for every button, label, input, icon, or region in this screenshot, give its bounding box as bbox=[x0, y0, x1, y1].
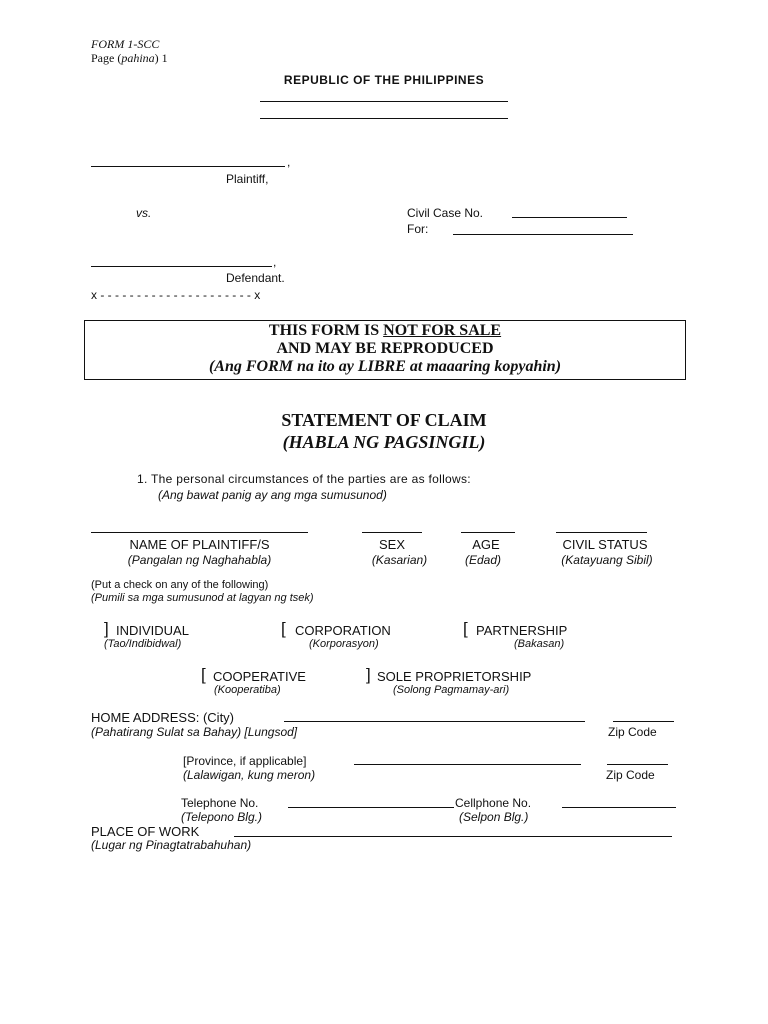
place-of-work-label: PLACE OF WORK bbox=[91, 824, 200, 839]
not-for-sale-notice bbox=[84, 320, 686, 380]
plaintiff-name-field[interactable] bbox=[91, 532, 308, 533]
cellphone-label: Cellphone No. bbox=[455, 796, 532, 810]
partnership-checkbox[interactable]: [ bbox=[463, 619, 468, 638]
sex-label: SEX bbox=[378, 537, 405, 552]
home-address-label: HOME ADDRESS: (City) bbox=[91, 710, 235, 725]
name-label: NAME OF PLAINTIFF/S bbox=[129, 537, 270, 552]
corporation-sublabel: (Korporasyon) bbox=[309, 638, 379, 650]
plaintiff-label: Plaintiff, bbox=[226, 172, 269, 186]
telephone-sublabel: (Telepono Blg.) bbox=[181, 810, 262, 824]
notice-line-3: (Ang FORM na ito ay LIBRE at maaaring kopyahin) bbox=[208, 358, 562, 375]
age-field[interactable] bbox=[461, 532, 515, 533]
document-title: STATEMENT OF CLAIM bbox=[281, 410, 487, 430]
province-field[interactable] bbox=[354, 764, 581, 765]
corporation-label: CORPORATION bbox=[295, 623, 391, 638]
republic-heading: REPUBLIC OF THE PHILIPPINES bbox=[283, 73, 485, 87]
civil-status-label: CIVIL STATUS bbox=[562, 537, 648, 552]
plaintiff-name-line[interactable] bbox=[91, 166, 285, 167]
sex-field[interactable] bbox=[362, 532, 422, 533]
province-sublabel: (Lalawigan, kung meron) bbox=[183, 768, 316, 782]
separator-line: x - - - - - - - - - - - - - - - - - - - - - x bbox=[91, 288, 261, 302]
age-label: AGE bbox=[472, 537, 500, 552]
sole-proprietorship-checkbox[interactable]: ] bbox=[366, 665, 371, 684]
notice-line-2: AND MAY BE REPRODUCED bbox=[276, 340, 494, 357]
defendant-comma: , bbox=[273, 255, 277, 269]
cellphone-field[interactable] bbox=[562, 807, 676, 808]
telephone-label: Telephone No. bbox=[181, 796, 259, 810]
court-line-2[interactable] bbox=[260, 118, 508, 119]
form-id: FORM 1-SCC bbox=[91, 37, 160, 51]
partnership-label: PARTNERSHIP bbox=[476, 623, 568, 638]
zip-code-label-1: Zip Code bbox=[608, 725, 657, 739]
individual-sublabel: (Tao/Indibidwal) bbox=[104, 638, 182, 650]
item-1-subtext: (Ang bawat panig ay ang mga sumusunod) bbox=[158, 488, 387, 502]
corporation-checkbox[interactable]: [ bbox=[281, 619, 286, 638]
for-label: For: bbox=[407, 222, 429, 236]
defendant-label: Defendant. bbox=[226, 271, 285, 285]
civil-status-field[interactable] bbox=[556, 532, 647, 533]
place-of-work-field[interactable] bbox=[234, 836, 672, 837]
zip-code-field-1[interactable] bbox=[613, 721, 674, 722]
place-of-work-sublabel: (Lugar ng Pinagtatrabahuhan) bbox=[91, 838, 252, 852]
telephone-field[interactable] bbox=[288, 807, 454, 808]
zip-code-field-2[interactable] bbox=[607, 764, 668, 765]
cooperative-label: COOPERATIVE bbox=[213, 669, 306, 684]
civil-status-sublabel: (Katayuang Sibil) bbox=[561, 553, 653, 567]
province-label: [Province, if applicable] bbox=[183, 754, 307, 768]
plaintiff-comma: , bbox=[287, 155, 291, 169]
city-field[interactable] bbox=[284, 721, 585, 722]
zip-code-label-2: Zip Code bbox=[606, 768, 655, 782]
sole-proprietorship-sublabel: (Solong Pagmamay-ari) bbox=[393, 684, 510, 696]
individual-checkbox[interactable]: ] bbox=[104, 619, 109, 638]
page-number bbox=[91, 51, 168, 66]
page-num: ) 1 bbox=[154, 51, 168, 65]
vs-label: vs. bbox=[136, 206, 152, 220]
check-note: (Put a check on any of the following) bbox=[91, 579, 269, 591]
page-label: Page ( bbox=[91, 51, 122, 65]
partnership-sublabel: (Bakasan) bbox=[514, 638, 565, 650]
civil-case-label: Civil Case No. bbox=[407, 206, 484, 220]
individual-label: INDIVIDUAL bbox=[116, 623, 189, 638]
notice-line-1a: THIS FORM IS bbox=[268, 322, 384, 339]
age-sublabel: (Edad) bbox=[464, 553, 502, 567]
name-sublabel: (Pangalan ng Naghahabla) bbox=[127, 553, 272, 567]
cellphone-sublabel: (Selpon Blg.) bbox=[459, 810, 529, 824]
check-note-sublabel: (Pumili sa mga sumusunod at lagyan ng tsek) bbox=[91, 592, 314, 604]
for-line[interactable] bbox=[453, 234, 633, 235]
cooperative-sublabel: (Kooperatiba) bbox=[214, 684, 281, 696]
court-line-1[interactable] bbox=[260, 101, 508, 102]
home-address-sublabel: (Pahatirang Sulat sa Bahay) [Lungsod] bbox=[91, 725, 298, 739]
document-subtitle: (HABLA NG PAGSINGIL) bbox=[282, 432, 486, 452]
page-label-tagalog: pahina bbox=[121, 51, 155, 65]
sex-sublabel: (Kasarian) bbox=[371, 553, 428, 567]
sole-proprietorship-label: SOLE PROPRIETORSHIP bbox=[377, 669, 532, 684]
cooperative-checkbox[interactable]: [ bbox=[201, 665, 206, 684]
notice-line-1 bbox=[85, 322, 685, 340]
item-1-text: 1. The personal circumstances of the parties are as follows: bbox=[137, 472, 471, 486]
civil-case-line[interactable] bbox=[512, 217, 627, 218]
defendant-name-line[interactable] bbox=[91, 266, 272, 267]
notice-not-for-sale: NOT FOR SALE bbox=[383, 322, 502, 339]
